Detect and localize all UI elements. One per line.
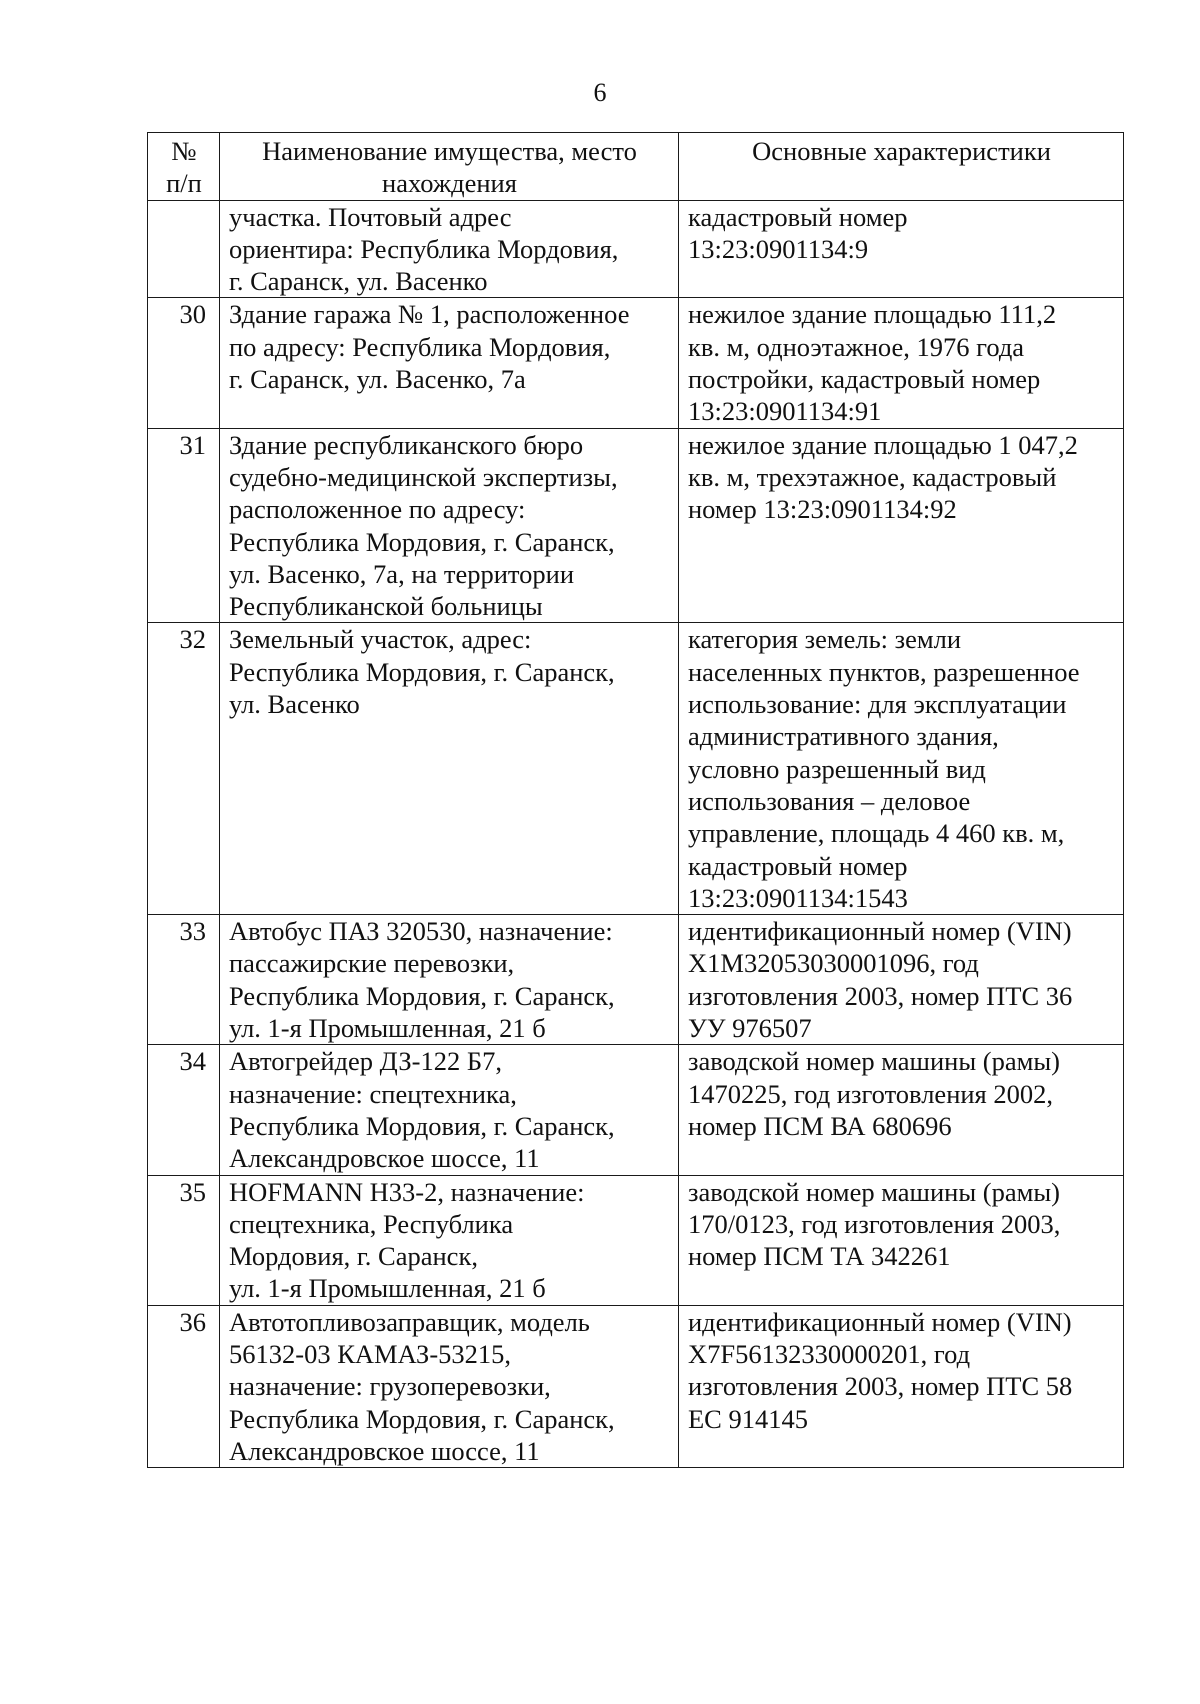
property-name-cell (220, 200, 679, 298)
characteristics-line: использование: для эксплуатации (688, 689, 1067, 720)
characteristics-line: 13:23:0901134:91 (688, 396, 882, 427)
table-row (148, 200, 1124, 298)
property-name-line: г. Саранск, ул. Васенко, 7а (229, 364, 526, 395)
header-characteristics-label: Основные характеристики (752, 136, 1051, 166)
characteristics-line: идентификационный номер (VIN) (688, 916, 1072, 947)
characteristics-cell (679, 200, 1124, 298)
row-number: 30 (148, 298, 220, 428)
header-name (220, 133, 679, 201)
characteristics-line: кв. м, одноэтажное, 1976 года (688, 331, 1025, 362)
characteristics-line: кадастровый номер (688, 201, 908, 232)
characteristics-line: нежилое здание площадью 1 047,2 (688, 429, 1078, 460)
characteristics-line: категория земель: земли (688, 624, 962, 655)
characteristics-line: нежилое здание площадью 111,2 (688, 299, 1057, 330)
property-name-cell (220, 623, 679, 915)
table-row (148, 428, 1124, 623)
property-name-line: по адресу: Республика Мордовия, (229, 331, 611, 362)
table-row (148, 1045, 1124, 1175)
characteristics-cell (679, 1305, 1124, 1467)
characteristics-cell (679, 1175, 1124, 1305)
page-number: 6 (593, 78, 607, 107)
characteristics-line: заводской номер машины (рамы) (688, 1046, 1060, 1077)
property-name-line: Республика Мордовия, г. Саранск, (229, 1110, 615, 1141)
property-name-line: Республиканской больницы (229, 591, 543, 622)
row-number: 34 (148, 1045, 220, 1175)
property-name-line: ул. Васенко, 7а, на территории (229, 558, 575, 589)
characteristics-line: идентификационный номер (VIN) (688, 1306, 1072, 1337)
header-name-line2: нахождения (382, 168, 517, 199)
property-name-line: расположенное по адресу: (229, 494, 526, 525)
characteristics-line: изготовления 2003, номер ПТС 58 (688, 1371, 1073, 1402)
table-row (148, 1305, 1124, 1467)
characteristics-line: 13:23:0901134:9 (688, 233, 869, 264)
characteristics-line: 170/0123, год изготовления 2003, (688, 1208, 1061, 1239)
row-number: 32 (148, 623, 220, 915)
property-name-line: Здание гаража № 1, расположенное (229, 299, 630, 330)
characteristics-line: 1470225, год изготовления 2002, (688, 1078, 1053, 1109)
characteristics-line: изготовления 2003, номер ПТС 36 (688, 980, 1073, 1011)
property-name-line: участка. Почтовый адрес (229, 201, 512, 232)
property-name-cell (220, 1305, 679, 1467)
property-name-cell (220, 915, 679, 1045)
property-name-line: HOFMANN H33-2, назначение: (229, 1176, 585, 1207)
property-name-line: спецтехника, Республика (229, 1208, 514, 1239)
characteristics-cell (679, 428, 1124, 623)
characteristics-line: условно разрешенный вид (688, 753, 986, 784)
row-number: 33 (148, 915, 220, 1045)
characteristics-line: ЕС 914145 (688, 1403, 808, 1434)
header-number-line2: п/п (166, 168, 202, 199)
table-row (148, 298, 1124, 428)
property-name-cell (220, 298, 679, 428)
property-name-line: Земельный участок, адрес: (229, 624, 532, 655)
characteristics-line: номер ПСМ ВА 680696 (688, 1110, 952, 1141)
characteristics-line: постройки, кадастровый номер (688, 364, 1041, 395)
property-name-line: Здание республиканского бюро (229, 429, 584, 460)
property-name-line: Автобус ПАЗ 320530, назначение: (229, 916, 613, 947)
property-name-line: ориентира: Республика Мордовия, (229, 233, 619, 264)
row-number: 31 (148, 428, 220, 623)
characteristics-line: населенных пунктов, разрешенное (688, 656, 1080, 687)
property-name-line: назначение: грузоперевозки, (229, 1371, 551, 1402)
characteristics-line: УУ 976507 (688, 1013, 812, 1044)
characteristics-line: X1M32053030001096, год (688, 948, 979, 979)
characteristics-cell (679, 298, 1124, 428)
characteristics-line: управление, площадь 4 460 кв. м, (688, 818, 1065, 849)
characteristics-line: заводской номер машины (рамы) (688, 1176, 1060, 1207)
property-name-line: Республика Мордовия, г. Саранск, (229, 1403, 615, 1434)
header-name-line1: Наименование имущества, место (262, 136, 637, 166)
property-name-line: ул. Васенко (229, 689, 360, 720)
characteristics-line: X7F56132330000201, год (688, 1338, 971, 1369)
header-characteristics (679, 133, 1124, 201)
property-name-line: ул. 1-я Промышленная, 21 б (229, 1273, 546, 1304)
characteristics-line: административного здания, (688, 721, 999, 752)
characteristics-line: 13:23:0901134:1543 (688, 882, 908, 913)
property-table (147, 132, 1124, 1468)
property-name-line: Республика Мордовия, г. Саранск, (229, 656, 615, 687)
table-row (148, 915, 1124, 1045)
characteristics-line: кв. м, трехэтажное, кадастровый (688, 461, 1057, 492)
property-name-line: Александровское шоссе, 11 (229, 1435, 540, 1466)
header-number-line1: № (171, 136, 197, 166)
row-number: 36 (148, 1305, 220, 1467)
table-row (148, 623, 1124, 915)
characteristics-line: кадастровый номер (688, 850, 908, 881)
property-name-cell (220, 1045, 679, 1175)
characteristics-cell (679, 623, 1124, 915)
property-name-line: Республика Мордовия, г. Саранск, (229, 526, 615, 557)
characteristics-line: использования – деловое (688, 785, 971, 816)
property-name-cell (220, 428, 679, 623)
row-number (148, 200, 220, 298)
table-row (148, 1175, 1124, 1305)
characteristics-cell (679, 1045, 1124, 1175)
property-name-line: ул. 1-я Промышленная, 21 б (229, 1013, 546, 1044)
property-name-line: назначение: спецтехника, (229, 1078, 517, 1109)
property-name-line: Автогрейдер ДЗ-122 Б7, (229, 1046, 502, 1077)
header-number (148, 133, 220, 201)
property-name-line: Александровское шоссе, 11 (229, 1143, 540, 1174)
characteristics-line: номер 13:23:0901134:92 (688, 494, 957, 525)
property-name-line: г. Саранск, ул. Васенко (229, 266, 488, 297)
property-name-line: пассажирские перевозки, (229, 948, 515, 979)
table-header-row (148, 133, 1124, 201)
characteristics-line: номер ПСМ ТА 342261 (688, 1241, 951, 1272)
property-name-line: Автотопливозаправщик, модель (229, 1306, 590, 1337)
characteristics-cell (679, 915, 1124, 1045)
property-name-line: 56132-03 КАМАЗ-53215, (229, 1338, 512, 1369)
table-body (148, 200, 1124, 1468)
row-number: 35 (148, 1175, 220, 1305)
property-name-line: Мордовия, г. Саранск, (229, 1241, 478, 1272)
property-name-line: Республика Мордовия, г. Саранск, (229, 980, 615, 1011)
property-name-line: судебно-медицинской экспертизы, (229, 461, 618, 492)
property-name-cell (220, 1175, 679, 1305)
